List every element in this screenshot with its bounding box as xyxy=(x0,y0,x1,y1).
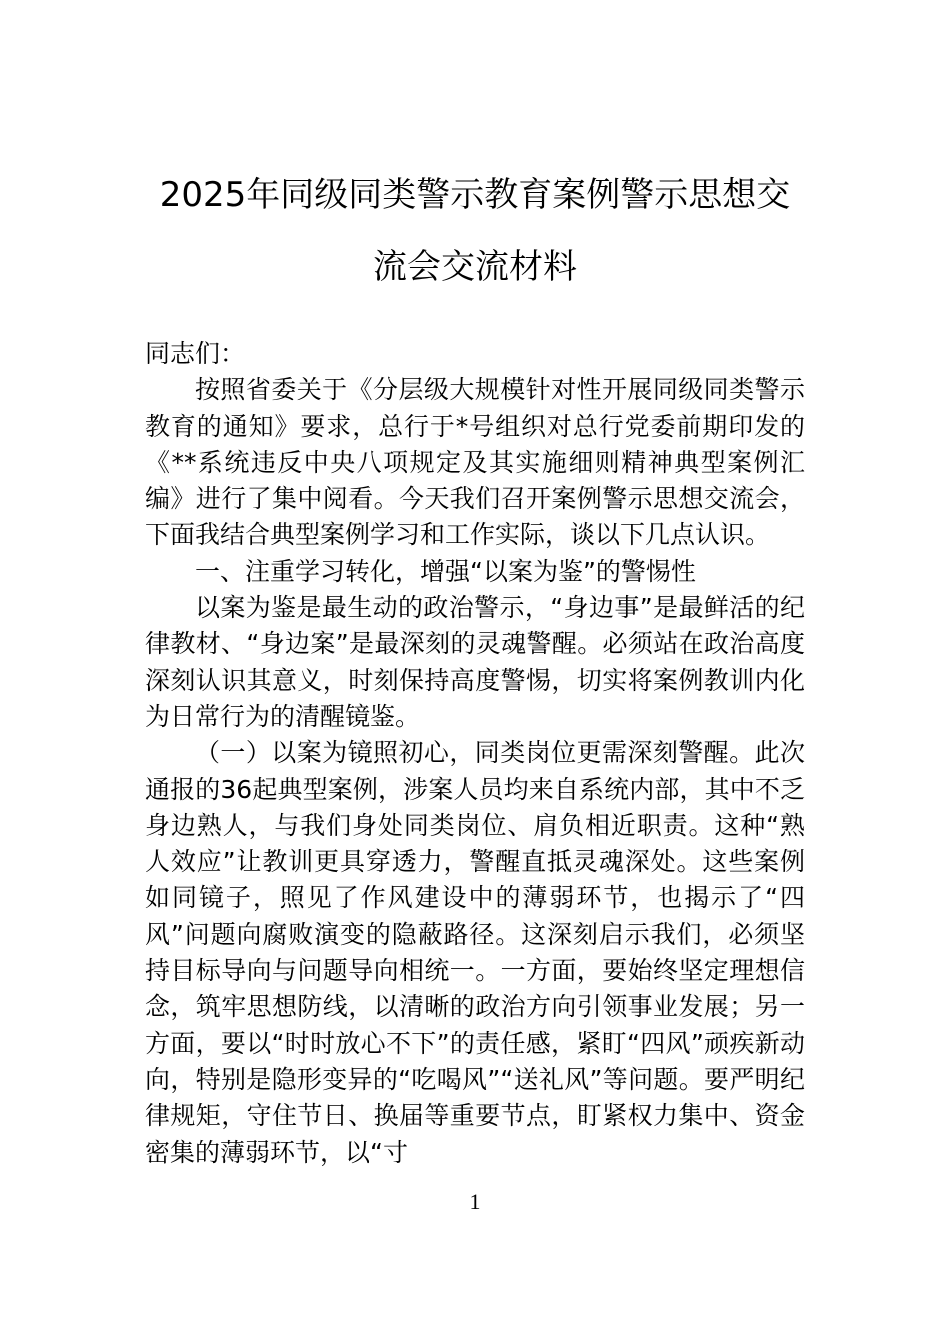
paragraph-section-1: 以案为鉴是最生动的政治警示，“身边事”是最鲜活的纪律教材、“身边案”是最深刻的灵魂警醒。必须站在政治高度深刻认识其意义，时刻保持高度警惕，切实将案例教训内化为日常行为的清醒镜鉴。 xyxy=(145,593,805,731)
salutation: 同志们： xyxy=(145,339,246,368)
page-number: 1 xyxy=(469,1189,481,1214)
section-heading-1: 一、注重学习转化，增强“以案为鉴”的警惕性 xyxy=(195,556,696,586)
paragraph-intro: 按照省委关于《分层级大规模针对性开展同级同类警示教育的通知》要求，总行于*号组织对总行党委前期印发的《**系统违反中央八项规定及其实施细则精神典型案例汇编》进行了集中阅看。今天我们召开案例警示思想交流会，下面我结合典型案例学习和工作实际，谈以下几点认识。 xyxy=(145,375,805,550)
paragraph-subsection-1: （一）以案为镜照初心，同类岗位更需深刻警醒。此次通报的36起典型案例，涉案人员均来自系统内部，其中不乏身边熟人，与我们身处同类岗位、肩负相近职责。这种“熟人效应”让教训更具穿透力，警醒直抵灵魂深处。这些案例如同镜子，照见了作风建设中的薄弱环节，也揭示了“四风”问题向腐败演变的隐蔽路径。这深刻启示我们，必须坚持目标导向与问题导向相统一。一方面，要始终坚定理想信念，筑牢思想防线，以清晰的政治方向引领事业发展；另一方面，要以“时时放心不下”的责任感，紧盯“四风”顽疾新动向，特别是隐形变异的“吃喝风”“送礼风”等问题。要严明纪律规矩，守住节日、换届等重要节点，盯紧权力集中、资金密集的薄弱环节，以“寸 xyxy=(145,738,805,1167)
document-title-line-1: 2025年同级同类警示教育案例警示思想交 xyxy=(159,175,791,215)
document-body xyxy=(145,336,805,1171)
document-title-line-2: 流会交流材料 xyxy=(373,247,577,287)
